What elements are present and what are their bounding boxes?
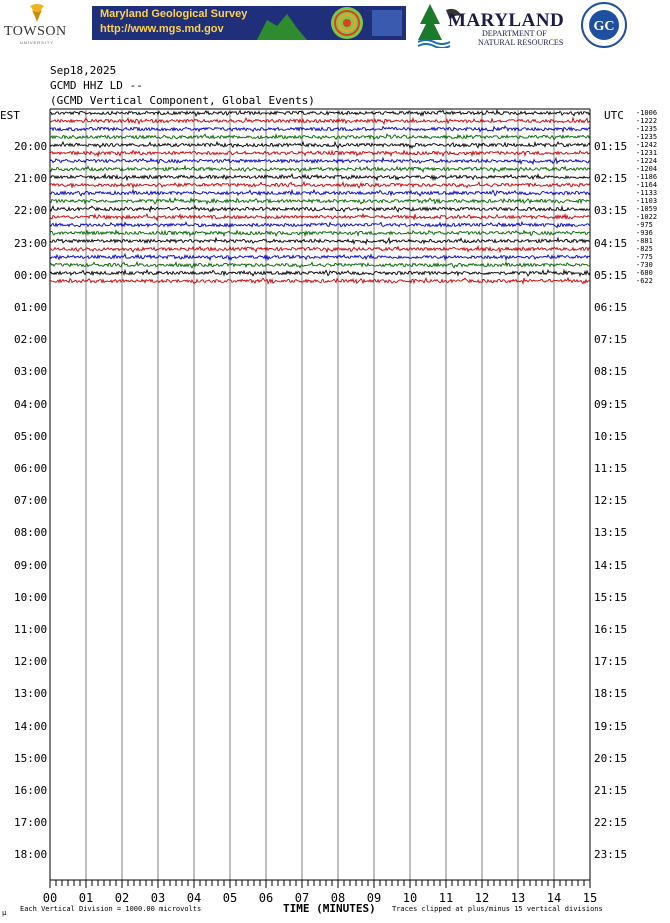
x-tick-label: 00 <box>42 891 58 905</box>
est-hour-label: 22:00 <box>14 204 48 218</box>
towson-name: TOWSON <box>4 24 67 39</box>
footer-clip-note: Traces clipped at plus/minus 15 vertical divisions <box>392 905 603 913</box>
est-hour-label: 07:00 <box>14 494 48 508</box>
trace-count-label: -1186 <box>636 173 658 181</box>
utc-hour-label: 23:15 <box>594 848 628 862</box>
chart-station: GCMD HHZ LD -- <box>50 79 143 92</box>
seismic-trace <box>50 222 590 228</box>
utc-hour-label: 14:15 <box>594 558 628 572</box>
est-hour-label: 23:00 <box>14 236 48 250</box>
towson-sub: UNIVERSITY <box>20 40 55 45</box>
footer-corner: µ <box>2 909 7 917</box>
utc-hour-label: 16:15 <box>594 623 628 636</box>
est-hour-label: 21:00 <box>14 172 48 186</box>
utc-hour-label: 05:15 <box>594 268 628 282</box>
seismic-traces <box>50 110 590 283</box>
est-hour-label: 02:00 <box>14 333 48 347</box>
x-tick-label: 07 <box>294 891 310 905</box>
est-hour-label: 08:00 <box>14 526 48 540</box>
trace-count-label: -1103 <box>636 197 658 205</box>
est-hour-label: 03:00 <box>14 365 48 379</box>
x-axis-title: TIME (MINUTES) <box>283 902 376 915</box>
seismic-trace <box>50 238 590 244</box>
trace-count-label: -1224 <box>636 157 658 165</box>
trace-count-label: -1164 <box>636 181 658 189</box>
seismic-trace <box>50 134 590 139</box>
x-tick-label: 13 <box>510 891 526 905</box>
utc-hour-label: 06:15 <box>594 301 628 314</box>
trace-count-label: -1235 <box>636 125 658 133</box>
dnr-name: MARYLAND <box>448 10 565 31</box>
dnr-sub1: DEPARTMENT OF <box>482 29 547 38</box>
footer-scale-note: Each Vertical Division = 1000.00 microvolts <box>20 905 202 913</box>
trace-count-label: -1133 <box>636 189 658 197</box>
seismic-trace <box>50 110 590 116</box>
seismic-trace <box>50 174 590 180</box>
seismic-trace <box>50 246 590 252</box>
utc-hour-label: 11:15 <box>594 462 628 475</box>
trace-count-label: -730 <box>636 261 653 269</box>
trace-count-label: -1022 <box>636 213 658 221</box>
x-tick-label: 05 <box>222 891 238 905</box>
est-hour-label: 18:00 <box>14 848 48 862</box>
trace-count-label: -1235 <box>636 133 658 141</box>
seismic-trace <box>50 230 590 236</box>
seismic-trace <box>50 151 590 156</box>
trace-count-label: -1231 <box>636 149 658 157</box>
x-tick-label: 09 <box>366 891 382 905</box>
utc-hour-label: 07:15 <box>594 333 628 347</box>
seismic-trace <box>50 166 590 172</box>
est-hour-label: 20:00 <box>14 140 48 153</box>
seismic-trace <box>50 262 590 268</box>
est-hour-label: 09:00 <box>14 558 48 572</box>
trace-count-label: -881 <box>636 237 653 245</box>
utc-hour-label: 17:15 <box>594 655 628 669</box>
est-hour-label: 17:00 <box>14 816 48 830</box>
trace-count-label: -936 <box>636 229 653 237</box>
mgs-url[interactable]: http://www.mgs.md.gov <box>100 23 224 35</box>
seismic-trace <box>50 278 590 284</box>
utc-hour-label: 10:15 <box>594 429 628 443</box>
x-tick-label: 03 <box>150 891 166 905</box>
trace-count-label: -825 <box>636 245 653 253</box>
utc-hour-label: 02:15 <box>594 172 628 186</box>
utc-hour-label: 21:15 <box>594 784 628 797</box>
seismic-trace <box>50 142 590 148</box>
seismic-trace <box>50 270 590 276</box>
trace-count-label: -1006 <box>636 109 658 117</box>
chart-description: (GCMD Vertical Component, Global Events) <box>50 94 315 107</box>
trace-count-label: -975 <box>636 221 653 229</box>
dnr-sub2: NATURAL RESOURCES <box>478 38 564 47</box>
est-hour-label: 14:00 <box>14 719 48 733</box>
seismic-trace <box>50 182 590 188</box>
gc-text: GC <box>593 19 615 34</box>
trace-count-label: -1204 <box>636 165 658 173</box>
utc-hour-label: 04:15 <box>594 236 628 250</box>
x-tick-label: 12 <box>474 891 490 905</box>
seismic-trace <box>50 214 590 220</box>
est-hour-label: 13:00 <box>14 687 48 701</box>
est-hour-label: 16:00 <box>14 784 48 797</box>
est-hour-label: 06:00 <box>14 462 48 475</box>
mgs-title: Maryland Geological Survey <box>100 8 248 20</box>
seismic-trace <box>50 158 590 164</box>
est-hour-label: 04:00 <box>14 397 48 411</box>
utc-hour-label: 01:15 <box>594 140 628 153</box>
seismic-trace <box>50 198 590 204</box>
est-hour-label: 05:00 <box>14 429 48 443</box>
trace-count-label: -622 <box>636 277 653 285</box>
x-tick-label: 15 <box>582 891 598 905</box>
chart-date: Sep18,2025 <box>50 64 117 77</box>
est-hour-label: 01:00 <box>14 301 48 314</box>
trace-count-label: -775 <box>636 253 653 261</box>
x-tick-label: 14 <box>546 891 562 905</box>
x-tick-label: 08 <box>330 891 346 905</box>
x-tick-label: 01 <box>78 891 94 905</box>
trace-count-label: -1059 <box>636 205 658 213</box>
est-zone-label: EST <box>0 109 20 122</box>
utc-hour-label: 09:15 <box>594 397 628 411</box>
trace-count-label: -1222 <box>636 117 658 125</box>
trace-count-label: -1242 <box>636 141 658 149</box>
est-hour-label: 10:00 <box>14 590 48 604</box>
seismic-trace <box>50 190 590 196</box>
x-tick-label: 11 <box>438 891 454 905</box>
x-tick-label: 04 <box>186 891 202 905</box>
utc-hour-label: 20:15 <box>594 751 628 765</box>
utc-hour-label: 18:15 <box>594 687 628 701</box>
est-hour-label: 00:00 <box>14 268 48 282</box>
seismic-trace <box>50 206 590 212</box>
utc-hour-label: 03:15 <box>594 204 628 218</box>
utc-hour-label: 13:15 <box>594 526 628 540</box>
x-tick-label: 06 <box>258 891 274 905</box>
est-hour-label: 12:00 <box>14 655 48 669</box>
seismic-trace <box>50 126 590 132</box>
utc-hour-label: 19:15 <box>594 719 628 733</box>
est-hour-label: 11:00 <box>14 623 48 636</box>
est-hour-label: 15:00 <box>14 751 48 765</box>
seismic-trace <box>50 254 590 260</box>
utc-hour-label: 22:15 <box>594 816 628 830</box>
trace-count-label: -680 <box>636 269 653 277</box>
utc-hour-label: 12:15 <box>594 494 628 508</box>
utc-hour-label: 15:15 <box>594 590 628 604</box>
seismic-trace <box>50 118 590 124</box>
x-tick-label: 10 <box>402 891 418 905</box>
utc-hour-label: 08:15 <box>594 365 628 379</box>
utc-zone-label: UTC <box>604 109 624 122</box>
x-tick-label: 02 <box>114 891 130 905</box>
